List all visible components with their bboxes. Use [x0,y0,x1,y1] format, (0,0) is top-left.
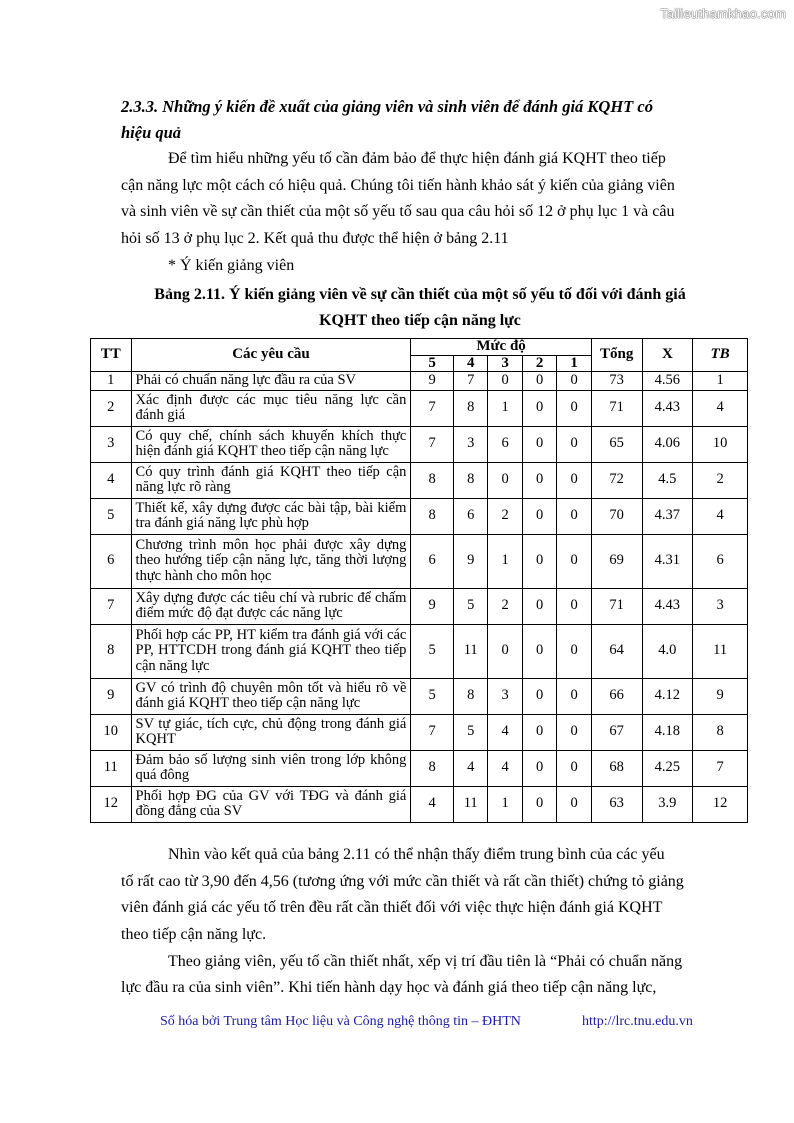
body-line: theo tiếp cận năng lực. [121,926,267,944]
cell-level-1: 0 [557,588,591,624]
cell-requirement: Thiết kế, xây dựng được các bài tập, bài kiểm tra đánh giá năng lực phù hợp [131,498,411,534]
cell-total: 68 [591,750,642,786]
table-caption-line-1: Bảng 2.11. Ý kiến giảng viên về sự cần thiết của một số yếu tố đối với đánh giá [154,286,686,303]
cell-tt: 10 [91,714,132,750]
cell-requirement: Phối hợp các PP, HT kiểm tra đánh giá với các PP, HTTCDH trong đánh giá KQHT theo tiếp cận năng lực [131,624,411,678]
cell-level-5: 8 [411,498,454,534]
cell-level-2: 0 [522,498,556,534]
table-row [91,390,748,426]
cell-level-1: 0 [557,624,591,678]
cell-level-5: 9 [411,588,454,624]
header-requirement: Các yêu cầu [131,339,411,372]
cell-requirement: Xác định được các mục tiêu năng lực cần đánh giá [131,390,411,426]
table-row [91,624,748,678]
table-row [91,588,748,624]
cell-level-3: 0 [488,462,522,498]
body-paragraph [121,842,721,1002]
cell-x: 4.5 [642,462,693,498]
cell-level-5: 8 [411,750,454,786]
cell-level-2: 0 [522,426,556,462]
cell-tb: 8 [693,714,748,750]
cell-x: 4.31 [642,534,693,588]
cell-level-5: 7 [411,390,454,426]
cell-level-3: 3 [488,678,522,714]
cell-total: 69 [591,534,642,588]
footer-link[interactable]: http://lrc.tnu.edu.vn [582,1014,693,1029]
watermark: Tailieuthamkhao.com [660,6,786,21]
cell-requirement: Phải có chuẩn năng lực đầu ra của SV [131,372,411,391]
body-line: Nhìn vào kết quả của bảng 2.11 có thể nhận thấy điểm trung bình của các yếu [168,846,665,863]
cell-level-4: 5 [453,714,487,750]
cell-x: 4.18 [642,714,693,750]
cell-level-3: 0 [488,624,522,678]
cell-level-2: 0 [522,588,556,624]
cell-tb: 11 [693,624,748,678]
cell-level-4: 8 [453,390,487,426]
cell-total: 66 [591,678,642,714]
cell-level-2: 0 [522,750,556,786]
cell-total: 67 [591,714,642,750]
intro-line: Để tìm hiểu những yếu tố cần đảm bảo để thực hiện đánh giá KQHT theo tiếp [168,150,666,167]
table-row [91,534,748,588]
cell-level-4: 6 [453,498,487,534]
cell-level-2: 0 [522,534,556,588]
cell-x: 4.43 [642,588,693,624]
cell-tb: 12 [693,786,748,822]
cell-level-1: 0 [557,498,591,534]
cell-total: 72 [591,462,642,498]
cell-total: 71 [591,588,642,624]
cell-level-5: 7 [411,426,454,462]
cell-level-3: 0 [488,372,522,391]
intro-line: cận năng lực một cách có hiệu quả. Chúng tôi tiến hành khảo sát ý kiến của giảng viên [121,176,675,194]
cell-tt: 7 [91,588,132,624]
cell-requirement: Phối hợp ĐG của GV với TĐG và đánh giá đồng đẳng của SV [131,786,411,822]
cell-level-4: 8 [453,462,487,498]
table-row [91,462,748,498]
cell-requirement: GV có trình độ chuyên môn tốt và hiểu rõ về đánh giá KQHT theo tiếp cận năng lực [131,678,411,714]
cell-level-3: 4 [488,750,522,786]
cell-level-5: 9 [411,372,454,391]
header-total: Tổng [591,339,642,372]
cell-level-1: 0 [557,462,591,498]
table-row [91,498,748,534]
cell-level-5: 7 [411,714,454,750]
intro-line: và sinh viên về sự cần thiết của một số yếu tố sau qua câu hỏi số 12 ở phụ lục 1 và câu [121,203,675,221]
table-caption [100,282,740,334]
cell-tb: 7 [693,750,748,786]
cell-level-1: 0 [557,786,591,822]
cell-requirement: Xây dựng được các tiêu chí và rubric để chấm điểm mức độ đạt được các năng lực [131,588,411,624]
cell-level-5: 6 [411,534,454,588]
cell-level-1: 0 [557,678,591,714]
cell-total: 70 [591,498,642,534]
cell-tt: 8 [91,624,132,678]
cell-level-1: 0 [557,750,591,786]
cell-level-1: 0 [557,426,591,462]
cell-level-3: 4 [488,714,522,750]
table-row [91,426,748,462]
cell-level-2: 0 [522,462,556,498]
cell-requirement: Đảm bảo số lượng sinh viên trong lớp không quá đông [131,750,411,786]
cell-x: 4.37 [642,498,693,534]
table-row [91,786,748,822]
cell-level-2: 0 [522,678,556,714]
cell-level-2: 0 [522,372,556,391]
cell-tb: 6 [693,534,748,588]
cell-level-3: 2 [488,588,522,624]
cell-requirement: Chương trình môn học phải được xây dựng theo hướng tiếp cận năng lực, tăng thời lượng thực hành cho môn học [131,534,411,588]
table-row [91,678,748,714]
cell-tt: 9 [91,678,132,714]
table-row [91,750,748,786]
cell-tb: 4 [693,390,748,426]
header-level-4: 4 [453,355,487,372]
footer-source: Số hóa bởi Trung tâm Học liệu và Công nghệ thông tin – ĐHTN [160,1014,521,1029]
cell-tt: 1 [91,372,132,391]
cell-tt: 5 [91,498,132,534]
cell-level-3: 6 [488,426,522,462]
cell-level-2: 0 [522,786,556,822]
cell-tt: 4 [91,462,132,498]
cell-tt: 2 [91,390,132,426]
cell-x: 4.0 [642,624,693,678]
cell-x: 4.43 [642,390,693,426]
intro-paragraph [121,146,721,279]
table-caption-line-2: KQHT theo tiếp cận năng lực [319,312,521,329]
cell-level-4: 5 [453,588,487,624]
cell-x: 4.25 [642,750,693,786]
intro-line: * Ý kiến giảng viên [168,256,295,274]
header-level-1: 1 [557,355,591,372]
section-heading-line-1: 2.3.3. Những ý kiến đề xuất của giảng viên và sinh viên để đánh giá KQHT có [121,97,653,116]
cell-tt: 3 [91,426,132,462]
cell-requirement: SV tự giác, tích cực, chủ động trong đánh giá KQHT [131,714,411,750]
cell-level-4: 7 [453,372,487,391]
cell-total: 71 [591,390,642,426]
cell-level-3: 2 [488,498,522,534]
header-level: Mức độ [411,339,591,356]
section-heading-line-2: hiệu quả [121,123,182,142]
cell-total: 64 [591,624,642,678]
survey-table [90,338,748,823]
body-line: viên đánh giá các yếu tố trên đều rất cần thiết đối với việc thực hiện đánh giá KQHT [121,899,663,917]
cell-level-2: 0 [522,390,556,426]
cell-tb: 9 [693,678,748,714]
cell-level-1: 0 [557,714,591,750]
body-line: lực đầu ra của sinh viên”. Khi tiến hành dạy học và đánh giá theo tiếp cận năng lực, [121,979,657,997]
cell-level-2: 0 [522,624,556,678]
cell-tt: 6 [91,534,132,588]
cell-level-5: 4 [411,786,454,822]
cell-level-4: 4 [453,750,487,786]
body-line: tố rất cao từ 3,90 đến 4,56 (tương ứng với mức cần thiết và rất cần thiết) chứng tỏ giảng [121,872,684,890]
table-row [91,714,748,750]
cell-level-4: 11 [453,624,487,678]
cell-tb: 4 [693,498,748,534]
cell-total: 73 [591,372,642,391]
cell-level-5: 8 [411,462,454,498]
cell-x: 4.12 [642,678,693,714]
cell-level-5: 5 [411,678,454,714]
cell-tb: 2 [693,462,748,498]
section-heading [121,94,721,146]
cell-requirement: Có quy chế, chính sách khuyến khích thực hiện đánh giá KQHT theo tiếp cận năng lực [131,426,411,462]
cell-total: 63 [591,786,642,822]
cell-level-4: 9 [453,534,487,588]
header-level-2: 2 [522,355,556,372]
cell-level-4: 8 [453,678,487,714]
body-line: Theo giảng viên, yếu tố cần thiết nhất, xếp vị trí đầu tiên là “Phải có chuẩn năng [168,952,683,970]
cell-tt: 11 [91,750,132,786]
cell-requirement: Có quy trình đánh giá KQHT theo tiếp cận năng lực rõ ràng [131,462,411,498]
table-row [91,372,748,391]
cell-tb: 10 [693,426,748,462]
cell-level-1: 0 [557,390,591,426]
header-level-5: 5 [411,355,454,372]
cell-x: 4.56 [642,372,693,391]
cell-level-3: 1 [488,390,522,426]
cell-level-3: 1 [488,786,522,822]
cell-total: 65 [591,426,642,462]
cell-level-4: 3 [453,426,487,462]
cell-level-5: 5 [411,624,454,678]
intro-line: hỏi số 13 ở phụ lục 2. Kết quả thu được thể hiện ở bảng 2.11 [121,230,509,248]
cell-x: 4.06 [642,426,693,462]
cell-tt: 12 [91,786,132,822]
header-tb: TB [693,339,748,372]
cell-tb: 3 [693,588,748,624]
cell-level-2: 0 [522,714,556,750]
header-level-3: 3 [488,355,522,372]
cell-x: 3.9 [642,786,693,822]
cell-level-3: 1 [488,534,522,588]
cell-level-4: 11 [453,786,487,822]
header-x: X [642,339,693,372]
cell-level-1: 0 [557,534,591,588]
header-tt: TT [91,339,132,372]
cell-level-1: 0 [557,372,591,391]
cell-tb: 1 [693,372,748,391]
